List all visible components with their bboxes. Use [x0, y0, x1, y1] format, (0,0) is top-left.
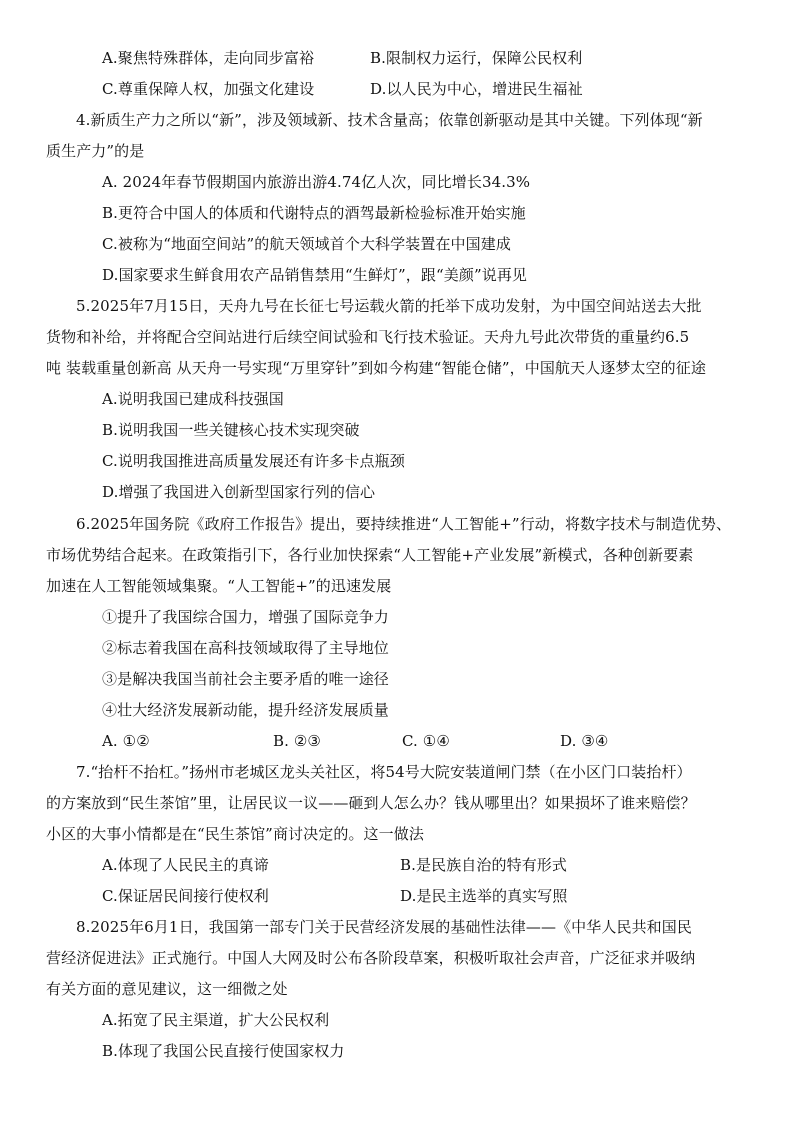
q6-option-a: A. ①② [102, 732, 150, 750]
q4-option-c: C.被称为“地面空间站”的航天领域首个大科学装置在中国建成 [102, 235, 511, 253]
q6-stem-line-3: 加速在人工智能领域集聚。“人工智能+”的迅速发展 [46, 577, 392, 595]
q6-option-b: B. ②③ [273, 732, 321, 750]
q6-option-c: C. ①④ [402, 732, 450, 750]
q5-option-b: B.说明我国一些关键核心技术实现突破 [102, 421, 360, 439]
q6-stem-line-2: 市场优势结合起来。在政策指引下，各行业加快探索“人工智能+产业发展”新模式，各种创新要素 [46, 546, 694, 564]
q4-stem-line-2: 质生产力”的是 [46, 142, 145, 160]
q6-item-4: ④壮大经济发展新动能，提升经济发展质量 [102, 701, 389, 719]
q4-stem-line-1: 4.新质生产力之所以“新”，涉及领域新、技术含量高；依靠创新驱动是其中关键。下列体现“新 [76, 111, 703, 129]
q4-option-b: B.更符合中国人的体质和代谢特点的酒驾最新检验标准开始实施 [102, 204, 526, 222]
q5-option-a: A.说明我国已建成科技强国 [102, 390, 284, 408]
q8-stem-line-3: 有关方面的意见建议，这一细微之处 [46, 980, 288, 998]
q8-option-a: A.拓宽了民主渠道，扩大公民权利 [102, 1011, 330, 1029]
q7-stem-line-1: 7.“抬杆不抬杠。”扬州市老城区龙头关社区，将54号大院安装道闸门禁（在小区门口装抬杆） [76, 763, 692, 781]
q5-stem-line-2: 货物和补给，并将配合空间站进行后续空间试验和飞行技术验证。天舟九号此次带货的重量约6.5 [46, 328, 690, 346]
q4-option-d: D.国家要求生鲜食用农产品销售禁用“生鲜灯”，跟“美颜”说再见 [102, 266, 528, 284]
q3-option-c: C.尊重保障人权，加强文化建设 [102, 80, 315, 98]
q5-stem-line-3: 吨 装载重量创新高 从天舟一号实现“万里穿针”到如今构建“智能仓储”，中国航天人逐梦太空的征途 [46, 359, 706, 377]
q3-option-d: D.以人民为中心，增进民生福祉 [370, 80, 583, 98]
q8-option-b: B.体现了我国公民直接行使国家权力 [102, 1042, 345, 1060]
q6-item-2: ②标志着我国在高科技领域取得了主导地位 [102, 639, 389, 657]
q4-option-a: A. 2024年春节假期国内旅游出游4.74亿人次，同比增长34.3% [102, 173, 531, 191]
q5-option-c: C.说明我国推进高质量发展还有许多卡点瓶颈 [102, 452, 405, 470]
q7-stem-line-3: 小区的大事小情都是在“民生茶馆”商讨决定的。这一做法 [46, 825, 424, 843]
q8-stem-line-1: 8.2025年6月1日，我国第一部专门关于民营经济发展的基础性法律——《中华人民共和国民 [76, 918, 692, 936]
q6-stem-line-1: 6.2025年国务院《政府工作报告》提出，要持续推进“人工智能+”行动，将数字技术与制造优势、 [76, 515, 732, 533]
q5-option-d: D.增强了我国进入创新型国家行列的信心 [102, 483, 376, 501]
q7-option-a: A.体现了人民民主的真谛 [102, 856, 269, 874]
q6-item-1: ①提升了我国综合国力，增强了国际竞争力 [102, 608, 389, 626]
q6-option-d: D. ③④ [560, 732, 609, 750]
q7-stem-line-2: 的方案放到“民生茶馆”里，让居民议一议——砸到人怎么办？钱从哪里出？如果损坏了谁来赔偿？ [46, 794, 696, 812]
q3-option-a: A.聚焦特殊群体，走向同步富裕 [102, 49, 315, 67]
q3-option-b: B.限制权力运行，保障公民权利 [370, 49, 583, 67]
q6-item-3: ③是解决我国当前社会主要矛盾的唯一途径 [102, 670, 389, 688]
q7-option-d: D.是民主选举的真实写照 [400, 887, 568, 905]
q7-option-c: C.保证居民间接行使权利 [102, 887, 269, 905]
q7-option-b: B.是民族自治的特有形式 [400, 856, 567, 874]
q8-stem-line-2: 营经济促进法》正式施行。中国人大网及时公布各阶段草案，积极听取社会声音，广泛征求并吸纳 [46, 949, 696, 967]
q5-stem-line-1: 5.2025年7月15日，天舟九号在长征七号运载火箭的托举下成功发射，为中国空间站送去大批 [76, 297, 702, 315]
